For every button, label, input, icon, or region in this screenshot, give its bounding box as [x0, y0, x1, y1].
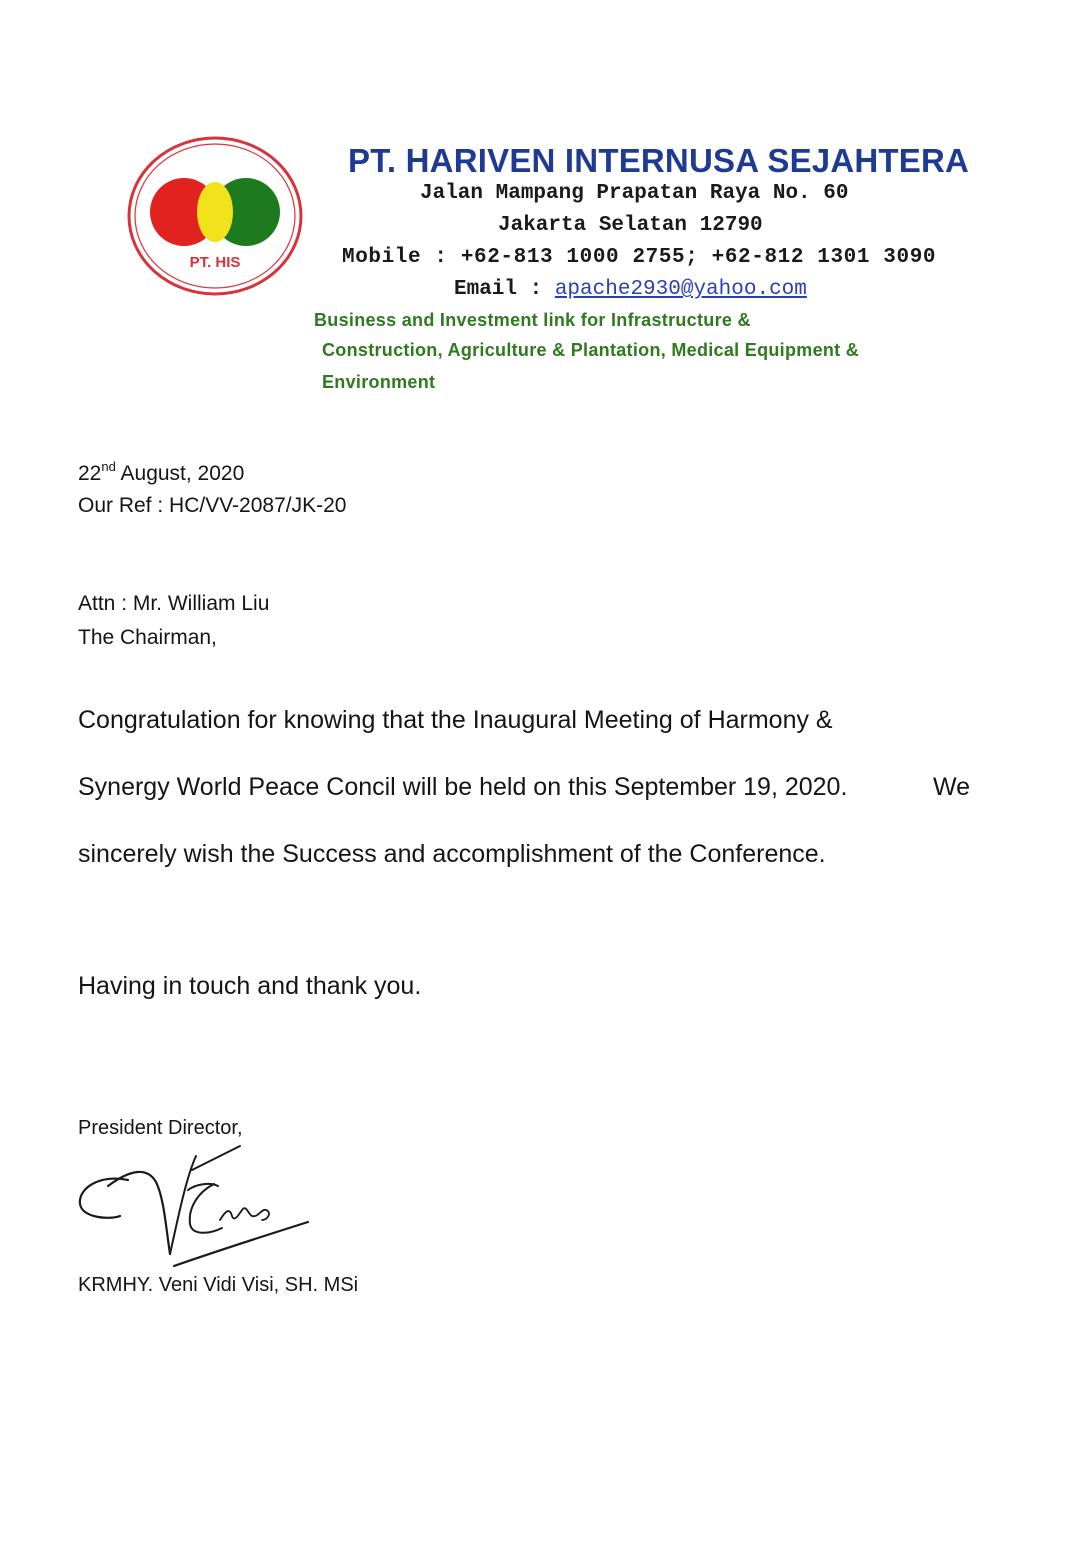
- date-rest: August, 2020: [115, 462, 245, 485]
- signatory-name: KRMHY. Veni Vidi Visi, SH. MSi: [78, 1274, 359, 1296]
- paragraph-line-2-end: We: [932, 773, 970, 801]
- tagline-line-1: Business and Investment link for Infrastructure &: [314, 310, 751, 330]
- letter-date: [78, 459, 245, 486]
- reference-number: Our Ref : HC/VV-2087/JK-20: [78, 494, 347, 517]
- paragraph-line-2-main: Synergy World Peace Concil will be held on this September 19, 2020.: [78, 773, 848, 801]
- company-name: PT. HARIVEN INTERNUSA SEJAHTERA: [348, 142, 970, 179]
- closing-title: President Director,: [78, 1117, 243, 1139]
- company-logo: [124, 134, 306, 300]
- tagline-line-2: Construction, Agriculture & Plantation, Medical Equipment &: [322, 340, 860, 360]
- email-line: [454, 278, 807, 301]
- handwritten-signature: [70, 1138, 320, 1278]
- email-label: Email :: [454, 278, 543, 301]
- mobile-line: Mobile : +62-813 1000 2755; +62-812 1301 3090: [342, 246, 937, 269]
- paragraph-line-3: sincerely wish the Success and accomplishment of the Conference.: [78, 840, 826, 868]
- recipient-title: The Chairman,: [78, 626, 217, 649]
- paragraph-line-1: Congratulation for knowing that the Inaugural Meeting of Harmony &: [78, 706, 833, 734]
- tagline-line-3: Environment: [322, 372, 436, 392]
- date-suffix: nd: [101, 459, 116, 474]
- logo-text: PT. HIS: [189, 254, 241, 271]
- date-day: 22: [78, 462, 102, 485]
- email-link[interactable]: apache2930@yahoo.com: [554, 278, 807, 301]
- attention-line: Attn : Mr. William Liu: [78, 592, 270, 615]
- closing-remark: Having in touch and thank you.: [78, 972, 422, 1000]
- address-line-2: Jakarta Selatan 12790: [498, 214, 763, 237]
- address-line-1: Jalan Mampang Prapatan Raya No. 60: [420, 182, 849, 205]
- paragraph-line-2: [78, 773, 970, 802]
